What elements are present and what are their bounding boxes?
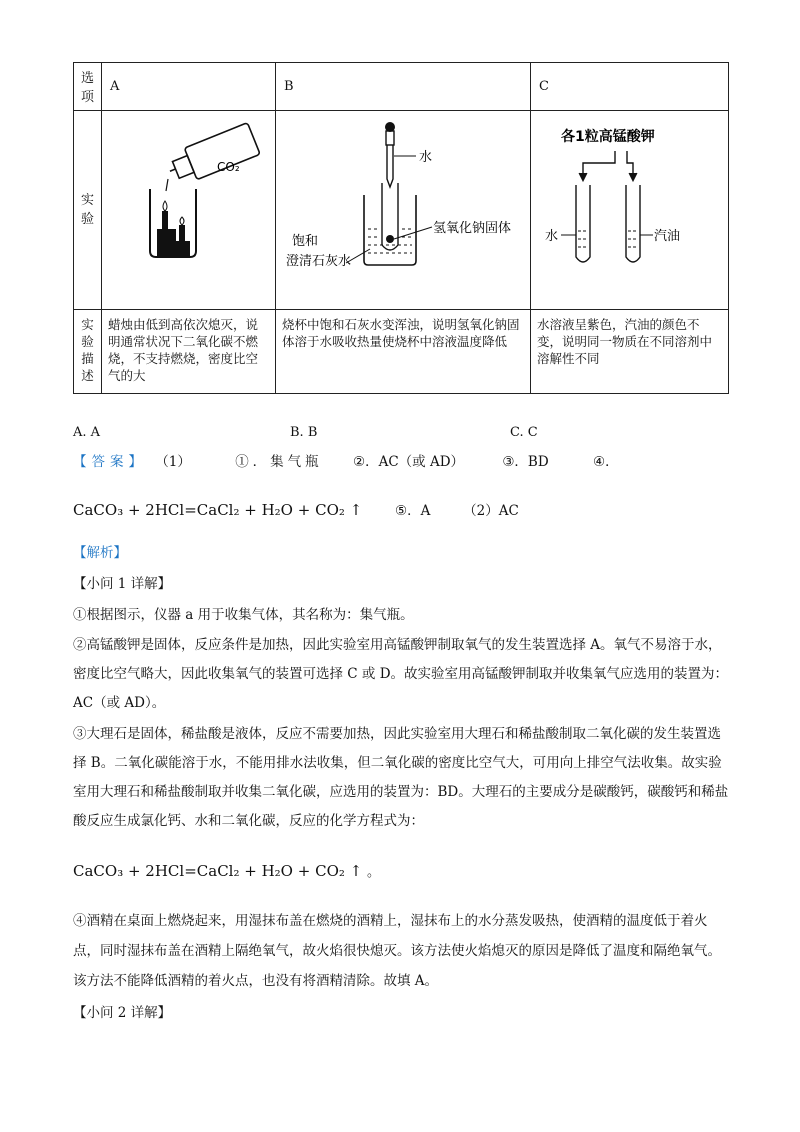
answer-item1: ①．集气瓶: [235, 454, 323, 470]
kmno4-solubility-diagram: [531, 111, 728, 303]
naoh-dissolve-diagram: [276, 111, 530, 303]
candle-high-icon: [162, 211, 168, 229]
choice-b: B. B: [290, 425, 318, 440]
answer-label: 【答案】: [73, 454, 147, 470]
gasoline-label: 汽油: [654, 229, 681, 244]
beaker-b-icon: [364, 195, 416, 265]
answer-item2: ②．AC（或 AD）: [352, 454, 465, 470]
q1-title: 【小问 1 详解】: [73, 576, 172, 592]
analysis-formula-line: [73, 861, 380, 880]
tube-water-icon: [576, 185, 590, 262]
figure-row-label: 实验: [74, 111, 102, 310]
analysis-p2: ②高锰酸钾是固体，反应条件是加热，因此实验室用高锰酸钾制取氧气的发生装置选择 A。氧气不易溶于水，密度比空气略大，因此收集氧气的装置可选择 C 或 D。故实验室用高锰酸钾制取并收集氧气应选用的装置为：AC（或 AD）。: [73, 637, 729, 711]
analysis-p3: ③大理石是固体，稀盐酸是液体，反应不需要加热，因此实验室用大理石和稀盐酸制取二氧化碳的发生装置选择 B。二氧化碳能溶于水，不能用排水法收集，但二氧化碳的密度比空气大，可用向上排空气法收集。故实验室用大理石和稀盐酸制取并收集二氧化碳，应选用的装置为：BD。大理石的主要成分是碳酸钙，碳酸钙和稀盐酸反应生成氯化钙、水和二氧化碳，反应的化学方程式为：: [73, 726, 729, 829]
desc-b: 烧杯中饱和石灰水变浑浊，说明氢氧化钠固体溶于水吸收热量使烧杯中溶液温度降低: [276, 310, 531, 394]
q2-title: 【小问 2 详解】: [73, 1005, 172, 1021]
header-b: B: [276, 63, 531, 111]
co2-candle-diagram: [102, 111, 275, 303]
figure-c: [531, 111, 729, 310]
desc-c: 水溶液呈紫色，汽油的颜色不变，说明同一物质在不同溶剂中溶解性不同: [531, 310, 729, 394]
answer-line: [73, 452, 733, 472]
dropper-icon: [387, 145, 393, 187]
analysis-title: 【解析】: [73, 545, 127, 561]
choice-a: A. A: [73, 425, 101, 440]
analysis-p1: ①根据图示，仪器 a 用于收集气体，其名称为：集气瓶。: [73, 607, 414, 623]
answer-part2: （2）AC: [463, 503, 519, 519]
water-label-c: 水: [545, 229, 559, 244]
limewater-label-2: 澄清石灰水: [286, 254, 352, 269]
water-label-b: 水: [419, 150, 433, 165]
desc-a: 蜡烛由低到高依次熄灭，说明通常状况下二氧化碳不燃烧，不支持燃烧，密度比空气的大: [102, 310, 276, 394]
kmno4-title: 各1粒高锰酸钾: [561, 129, 655, 145]
naoh-label: 氢氧化钠固体: [433, 221, 512, 236]
answer-item3: ③．BD: [502, 454, 549, 470]
figure-a: [102, 111, 276, 310]
desc-row-label: 实验描述: [74, 310, 102, 394]
answer-item5: ⑤．A: [395, 503, 431, 519]
figure-b: [276, 111, 531, 310]
answer-formula: CaCO₃ + 2HCl=CaCl₂ + H₂O + CO₂ ↑: [73, 501, 363, 519]
header-c: C: [531, 63, 729, 111]
header-label: 选项: [74, 63, 102, 111]
tube-gasoline-icon: [626, 185, 640, 262]
analysis-p4: ④酒精在桌面上燃烧起来，用湿抹布盖在燃烧的酒精上，湿抹布上的水分蒸发吸热，使酒精的温度低于着火点，同时湿抹布盖在酒精上隔绝氧气，故火焰很快熄灭。该方法使火焰熄灭的原因是降低了温度和隔绝氧气。该方法不能降低酒精的着火点，也没有将酒精清除。故填 A。: [73, 913, 721, 989]
co2-bottle-icon: [164, 123, 260, 188]
co2-label: CO₂: [217, 160, 240, 174]
analysis-formula: CaCO₃ + 2HCl=CaCl₂ + H₂O + CO₂ ↑: [73, 862, 363, 880]
answer-item4: ④．: [592, 454, 619, 470]
answer-part1: （1）: [155, 454, 191, 470]
header-a: A: [102, 63, 276, 111]
answer-formula-line: [73, 499, 519, 519]
analysis-formula-end: 。: [367, 865, 381, 880]
options-table: [73, 62, 729, 394]
limewater-label-1: 饱和: [292, 234, 319, 249]
choice-c: C. C: [510, 425, 538, 440]
candle-low-icon: [179, 225, 185, 241]
